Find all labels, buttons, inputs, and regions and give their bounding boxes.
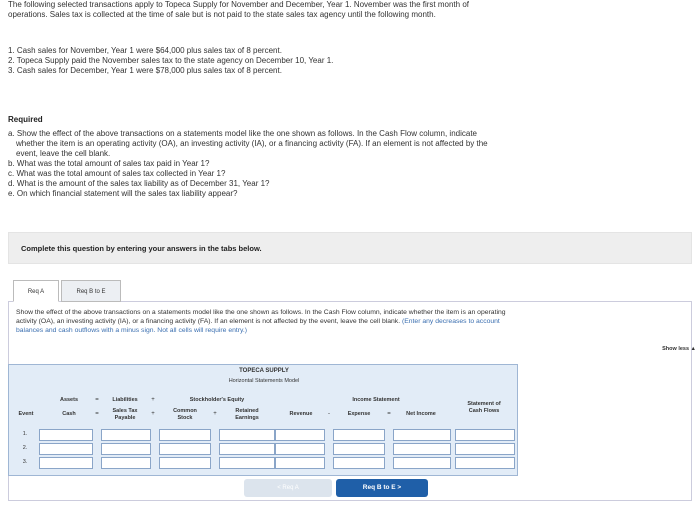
equals-sign: =	[95, 397, 99, 403]
expense-input[interactable]	[333, 457, 385, 469]
equals-sign: =	[387, 411, 391, 417]
cash-flow-input[interactable]	[455, 457, 515, 469]
header-cash: Cash	[62, 411, 76, 417]
instruction-line-3: balances and cash outflows with a minus sign. Not all cells will require entry.)	[16, 327, 248, 334]
table-subtitle: Horizontal Statements Model	[228, 378, 300, 384]
required-item-d: d. What is the amount of the sales tax liability as of December 31, Year 1?	[8, 179, 270, 188]
net-income-input[interactable]	[393, 443, 451, 455]
required-item-a-cont: whether the item is an operating activity (OA), an investing activity (IA), or a financing activity (FA). If an element is not affected by the	[16, 139, 488, 148]
transaction-list	[8, 46, 333, 76]
common-stock-input[interactable]	[159, 457, 211, 469]
required-list	[8, 129, 608, 199]
sales-tax-payable-input[interactable]	[101, 429, 151, 441]
header-cash-flows-2: Cash Flows	[468, 408, 500, 414]
transaction-item: 3. Cash sales for December, Year 1 were $78,000 plus sales tax of 8 percent.	[8, 66, 282, 75]
intro-line-2: operations. Sales tax is collected at the time of sale but is not paid to the state sales tax agency until the following month.	[8, 10, 436, 19]
header-expense: Expense	[347, 411, 371, 417]
intro-line-1: The following selected transactions apply to Topeca Supply for November and December, Year 1. November was the first month of	[8, 0, 469, 9]
minus-sign: -	[328, 411, 330, 417]
required-item-a-cont: event, leave the cell blank.	[16, 149, 111, 158]
transaction-item: 2. Topeca Supply paid the November sales tax to the state agency on December 10, Year 1.	[8, 56, 334, 65]
tab-req-b-to-e[interactable]: Req B to E	[61, 280, 121, 302]
complete-question-banner	[8, 232, 692, 264]
retained-earnings-input[interactable]	[219, 443, 275, 455]
header-assets: Assets	[59, 397, 79, 403]
header-event: Event	[18, 411, 34, 417]
prev-req-a-button[interactable]: < Req A	[244, 479, 332, 497]
table-company-title: TOPECA SUPPLY	[239, 368, 289, 374]
sales-tax-payable-input[interactable]	[101, 457, 151, 469]
instructions	[16, 308, 692, 335]
tab-req-a[interactable]: Req A	[13, 280, 59, 302]
header-sales-tax-2: Payable	[114, 415, 136, 421]
instruction-line-1: Show the effect of the above transactions on a statements model like the one shown as follows. In the Cash Flow column, indicate whether the item is an operating	[16, 309, 506, 316]
net-income-input[interactable]	[393, 429, 451, 441]
instruction-line-2-text: activity (OA), an investing activity (IA), or a financing activity (FA). If an element is not affected by the event, leave the cell blank.	[16, 318, 401, 325]
net-income-input[interactable]	[393, 457, 451, 469]
plus-sign: +	[151, 397, 155, 403]
revenue-input[interactable]	[275, 429, 325, 441]
row-number: 2.	[22, 445, 28, 451]
cash-input[interactable]	[39, 429, 93, 441]
cash-input[interactable]	[39, 457, 93, 469]
sales-tax-payable-input[interactable]	[101, 443, 151, 455]
row-number: 3.	[22, 459, 28, 465]
transaction-item: 1. Cash sales for November, Year 1 were $64,000 plus sales tax of 8 percent.	[8, 46, 282, 55]
next-req-b-to-e-button[interactable]: Req B to E >	[336, 479, 428, 497]
common-stock-input[interactable]	[159, 429, 211, 441]
expense-input[interactable]	[333, 443, 385, 455]
required-item-e: e. On which financial statement will the sales tax liability appear?	[8, 189, 238, 198]
instruction-line-2	[16, 317, 692, 326]
cash-input[interactable]	[39, 443, 93, 455]
required-item-b: b. What was the total amount of sales tax paid in Year 1?	[8, 159, 210, 168]
revenue-input[interactable]	[275, 457, 325, 469]
required-item-c: c. What was the total amount of sales tax collected in Year 1?	[8, 169, 226, 178]
retained-earnings-input[interactable]	[219, 457, 275, 469]
header-retained-earnings-1: Retained	[235, 408, 259, 414]
complete-question-text: Complete this question by entering your answers in the tabs below.	[21, 244, 262, 253]
equals-sign: =	[95, 411, 99, 417]
row-number: 1.	[22, 431, 28, 437]
header-sales-tax-1: Sales Tax	[112, 408, 138, 414]
plus-sign: +	[213, 411, 217, 417]
cash-flow-input[interactable]	[455, 429, 515, 441]
header-common-stock-2: Stock	[177, 415, 193, 421]
header-income-statement: Income Statement	[352, 397, 400, 403]
common-stock-input[interactable]	[159, 443, 211, 455]
header-revenue: Revenue	[289, 411, 313, 417]
header-retained-earnings-2: Earnings	[235, 415, 259, 421]
problem-intro	[8, 0, 648, 20]
statements-model-table	[8, 364, 518, 476]
plus-sign: +	[151, 411, 155, 417]
header-stockholders-equity: Stockholder's Equity	[189, 397, 245, 403]
retained-earnings-input[interactable]	[219, 429, 275, 441]
expense-input[interactable]	[333, 429, 385, 441]
header-liabilities: Liabilities	[112, 397, 138, 403]
revenue-input[interactable]	[275, 443, 325, 455]
cash-flow-input[interactable]	[455, 443, 515, 455]
required-heading: Required	[8, 115, 43, 124]
show-less-link[interactable]: Show less ▲	[662, 346, 696, 352]
header-common-stock-1: Common	[173, 408, 197, 414]
header-net-income: Net Income	[406, 411, 436, 417]
required-item-a: a. Show the effect of the above transactions on a statements model like the one shown as follows. In the Cash Flow column, indicate	[8, 129, 478, 138]
header-cash-flows-1: Statement of	[467, 401, 501, 407]
instruction-note: (Enter any decreases to account	[401, 318, 500, 325]
